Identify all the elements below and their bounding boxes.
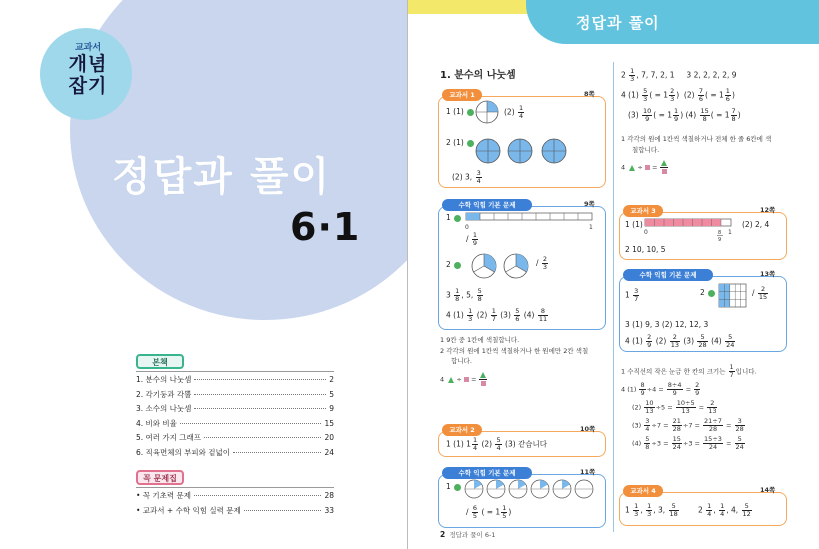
block-tag: 수학 익힘 기본 문제	[442, 199, 532, 211]
explanation-line: (2) $\frac{10}{13}$ ÷5 = $\frac{10\div 5}{13}$ = $\frac{2}{13}$	[632, 399, 717, 415]
svg-text:1: 1	[728, 229, 732, 236]
answer-line: (2) 2, 4	[742, 220, 770, 229]
answer-line: 2 (1)	[446, 138, 475, 147]
logo	[48, 40, 128, 97]
answer-line: (2) 3, $\frac{3}{4}$	[452, 169, 481, 185]
answer-line: 1 $\frac{3}{7}$	[625, 287, 639, 303]
grid-figure	[718, 283, 748, 309]
toc-extra-list	[136, 486, 334, 519]
svg-text:1: 1	[589, 224, 593, 230]
number-line-figure	[464, 212, 596, 230]
answer-line: 2	[700, 288, 716, 297]
page-footer: 2 정답과 풀이 6-1	[440, 530, 496, 539]
block-tag: 수학 익힘 기본 문제	[442, 467, 532, 479]
toc-extra-tag: 꼭 문제집	[136, 470, 184, 485]
explanation-line: 4 (1) $\frac{8}{9}$ ÷4 = $\frac{8\div 4}{9}$ = $\frac{2}{9}$	[621, 381, 700, 397]
explanation-line: (4) $\frac{5}{8}$ ÷3 = $\frac{15}{24}$ ÷3 = $\frac{15\div 3}{24}$ = $\frac{5}{24}$	[632, 435, 744, 451]
block-tag: 교과서 3	[623, 205, 663, 217]
toc-item[interactable]: 6. 직육면체의 부피와 겉넓이 24	[136, 447, 334, 457]
sixths-circles-figure	[464, 478, 604, 500]
answer-line: 1 (1)	[446, 107, 475, 116]
answer-line: 2 10, 10, 5	[625, 245, 666, 254]
block-page: 13쪽	[760, 270, 776, 278]
svg-text:9: 9	[718, 237, 722, 242]
answer-line: 4 (1) $\frac{2}{9}$ (2) $\frac{2}{13}$ (3) $\frac{5}{28}$ (4) $\frac{5}{24}$	[625, 333, 735, 349]
answer-page	[408, 0, 819, 549]
explanation-line: 4 ÷ =	[440, 372, 488, 387]
cover-page	[0, 0, 407, 549]
answer-line: / $\frac{2}{3}$	[536, 255, 548, 271]
svg-text:0: 0	[644, 229, 648, 236]
explanation-line: 2 각각의 원에 1칸씩 색칠하거나 한 원에만 2칸 색칠	[440, 347, 589, 355]
answer-line: 1	[446, 482, 462, 491]
toc-item[interactable]: 4. 비와 비율 15	[136, 418, 334, 428]
answer-line: 1	[446, 213, 462, 222]
logo-line-1: 개념	[68, 53, 108, 75]
cover-grade: 6·1	[290, 205, 361, 249]
toc-item[interactable]: 2. 각기둥과 각뿔 5	[136, 389, 334, 399]
header-banner	[526, 0, 819, 44]
block-tag: 교과서 4	[623, 485, 663, 497]
answer-line: 1 $\frac{1}{3}$ , $\frac{1}{3}$ , 3, $\frac{5}{18}$	[625, 502, 678, 518]
answer-line: (2) $\frac{1}{4}$	[504, 104, 524, 120]
toc-main-tag: 본책	[136, 354, 184, 369]
block-page: 10쪽	[580, 425, 596, 433]
svg-text:0: 0	[465, 224, 469, 230]
cover-title: 정답과 풀이	[112, 154, 332, 200]
explanation-line: 4 ÷ =	[621, 160, 669, 175]
explanation-line: 1 9칸 중 1칸에 색칠합니다.	[440, 336, 520, 344]
svg-text:8: 8	[718, 230, 722, 236]
logo-line-2: 잡기	[68, 75, 108, 97]
answer-line: 2	[446, 260, 462, 269]
toc-item[interactable]: • 교과서 + 수학 익힘 실력 문제 33	[136, 505, 334, 515]
explanation-line: 합니다.	[451, 357, 472, 365]
explanation-line: 칠합니다.	[632, 146, 660, 154]
answer-line: 3 $\frac{1}{8}$ , 5, $\frac{5}{8}$	[446, 287, 482, 303]
explanation-line: (3) $\frac{3}{4}$ ÷7 = $\frac{21}{28}$ ÷7 = $\frac{21\div 7}{28}$ = $\frac{3}{28}$	[632, 417, 744, 433]
answer-line: 2 $\frac{1}{3}$ , 7, 7, 2, 1 3 2, 2, 2, 2, 9	[621, 67, 737, 83]
toc-item[interactable]: 3. 소수의 나눗셈 9	[136, 404, 334, 413]
answer-line: (3) $\frac{10}{9}$ ( = 1 $\frac{1}{9}$ ) (4) $\frac{15}{8}$ ( = 1 $\frac{7}{8}$ )	[628, 107, 741, 123]
header-title: 정답과 풀이	[576, 14, 660, 32]
toc-item[interactable]: • 꼭 기초력 문제 28	[136, 491, 334, 500]
answer-line: 1 (1)	[625, 220, 643, 229]
toc-item[interactable]: 5. 여러 가지 그래프 20	[136, 433, 334, 442]
circles-figure	[475, 138, 571, 164]
answer-line: 3 (1) 9, 3 (2) 12, 12, 3	[625, 320, 709, 329]
answer-line: / $\frac{2}{15}$	[752, 285, 768, 301]
explanation-line: 1 각각의 원에 1칸씩 색칠하거나 전체 한 줄 6칸에 색	[621, 135, 772, 143]
block-tag: 교과서 1	[442, 89, 482, 101]
pie-figure	[470, 252, 532, 280]
circle-quarter-figure	[475, 100, 499, 124]
block-page: 8쪽	[584, 90, 595, 98]
column-divider	[613, 62, 614, 532]
block-page: 11쪽	[580, 468, 596, 476]
block-page: 14쪽	[760, 486, 776, 494]
block-tag: 수학 익힘 기본 문제	[623, 269, 713, 281]
answer-line: 4 (1) $\frac{1}{3}$ (2) $\frac{1}{7}$ (3) $\frac{5}{6}$ (4) $\frac{8}{11}$	[446, 307, 548, 323]
toc-item[interactable]: 1. 분수의 나눗셈 2	[136, 375, 334, 384]
explanation-line: 1 수직선의 작은 눈금 한 칸의 크기는 $\frac{1}{7}$ 입니다.	[621, 363, 757, 379]
fraction-bar-figure	[643, 218, 735, 242]
toc-main-list	[136, 370, 334, 461]
answer-line: 2 $\frac{1}{4}$ , $\frac{1}{4}$ , 4, $\frac{5}{12}$	[698, 502, 751, 518]
answer-line: / $\frac{1}{9}$	[466, 231, 478, 247]
block-page: 9쪽	[584, 200, 595, 208]
section-title: 1. 분수의 나눗셈	[440, 70, 516, 81]
answer-line: 4 (1) $\frac{5}{3}$ ( = 1 $\frac{2}{3}$ ) (2) $\frac{7}{6}$ ( = 1 $\frac{1}{6}$ )	[621, 87, 735, 103]
block-page: 12쪽	[760, 206, 776, 214]
logo-sub: 교과서	[74, 43, 102, 53]
answer-line: / $\frac{6}{5}$ ( = 1 $\frac{1}{5}$ )	[466, 504, 512, 520]
answer-line: 1 (1) 1 $\frac{1}{4}$ (2) $\frac{5}{4}$ (3) 같습니다	[446, 436, 548, 452]
block-tag: 교과서 2	[442, 424, 482, 436]
